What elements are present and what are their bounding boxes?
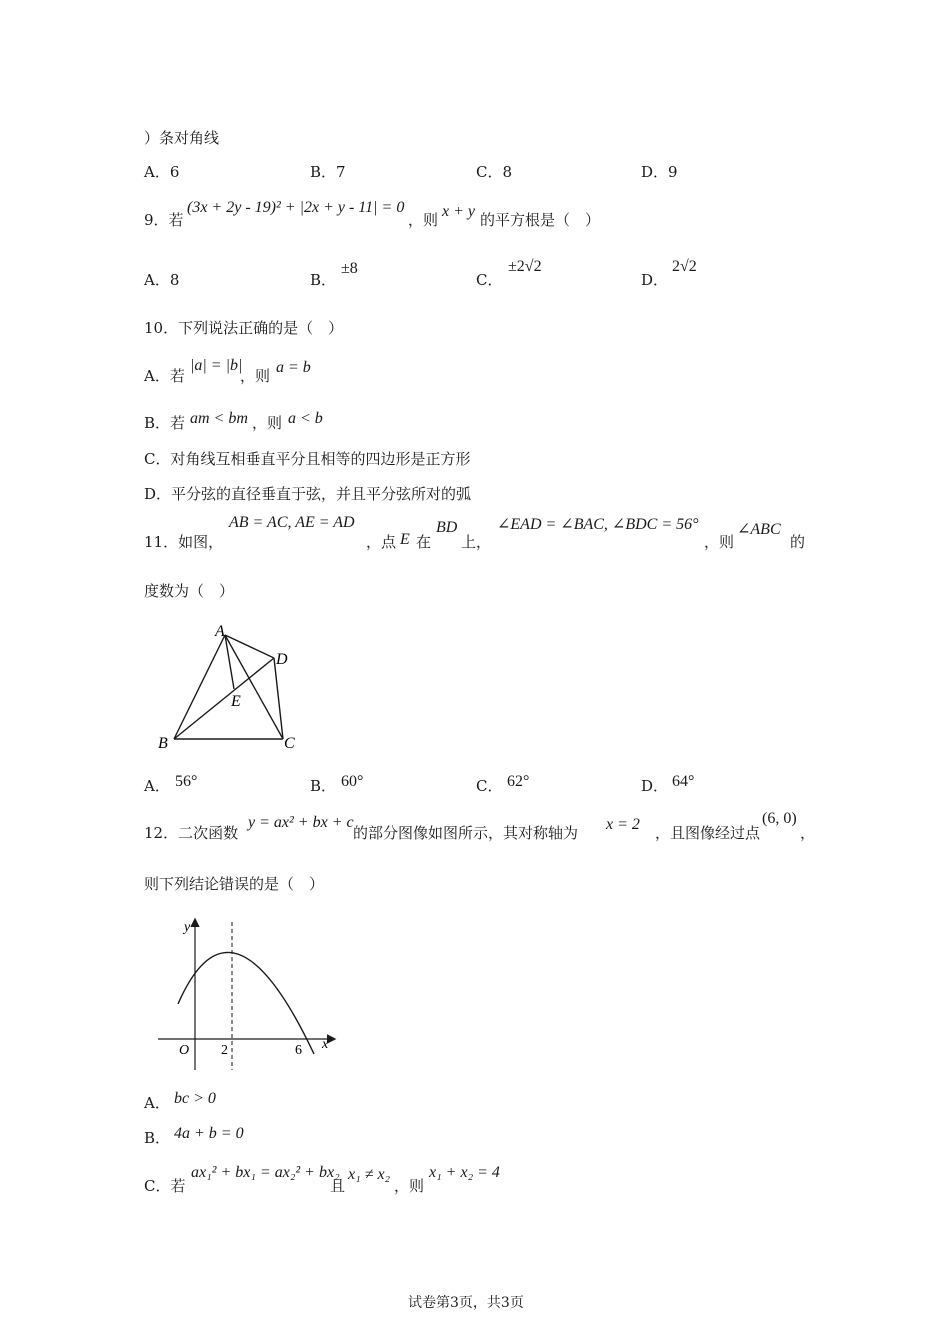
q11-mid-2: 在 [416, 533, 432, 551]
q11-option-a-value: 56° [175, 773, 198, 790]
q12-mid-1: 的部分图像如图所示，其对称轴为 [353, 824, 579, 842]
q12-option-c-label: C．若 [144, 1177, 186, 1195]
q10-stem: 10．下列说法正确的是（ ） [144, 319, 344, 337]
label-b: B [158, 735, 168, 752]
q8-tail: ）条对角线 [144, 129, 220, 147]
page-footer: 试卷第3页，共3页 [408, 1295, 524, 1311]
q9-tail: 的平方根是（ ） [480, 211, 601, 229]
q11-given-1: AB = AC, AE = AD [229, 514, 355, 531]
q12-number: 12．二次函数 [144, 824, 239, 842]
q10-option-a-expr2: a = b [276, 359, 311, 376]
q9-option-b-value: ±8 [341, 260, 358, 277]
q12-option-c-mid: 且 [330, 1177, 346, 1195]
q12-option-b-expr: 4a + b = 0 [174, 1125, 244, 1142]
q9-sum: x + y [442, 203, 475, 220]
x-label: x [322, 1037, 329, 1052]
segment-bd [174, 658, 274, 739]
q8-option-c: C．8 [476, 163, 513, 181]
q12-option-c-mid2: ，则 [394, 1177, 425, 1195]
q11-given-2: ∠EAD = ∠BAC, ∠BDC = 56° [497, 516, 699, 533]
q11-angle: ∠ABC [737, 521, 781, 538]
q11-option-a-label: A． [144, 777, 170, 795]
q8-option-d: D．9 [641, 163, 678, 181]
q11-option-c-value: 62° [507, 773, 530, 790]
q12-graph [150, 910, 350, 1075]
q10-option-b-expr2: a < b [288, 410, 323, 427]
segment-ad [225, 635, 274, 658]
segment-dc [274, 658, 283, 739]
q12-option-a-label: A． [144, 1094, 170, 1112]
q12-axis: x = 2 [606, 816, 640, 833]
q11-mid-1: ，点 [366, 533, 397, 551]
label-d: D [276, 651, 288, 668]
q12-option-c-expr3: x₁ + x₂ = 4 [429, 1164, 500, 1181]
q9-option-c-value: ±2√2 [508, 258, 542, 275]
q12-tail-1: ， [800, 824, 816, 842]
q10-option-c: C．对角线互相垂直平分且相等的四边形是正方形 [144, 450, 471, 468]
q10-option-a-mid: ，则 [240, 367, 271, 385]
q11-mid-3: 上， [461, 533, 492, 551]
q9-mid: ，则 [408, 211, 439, 229]
label-e: E [231, 693, 241, 710]
q9-option-d-label: D． [641, 271, 669, 289]
q11-point-e: E [400, 531, 410, 548]
q12-option-b-label: B． [144, 1129, 171, 1147]
q10-option-a-expr1: |a| = |b| [190, 357, 243, 374]
segment-ab [174, 635, 225, 739]
q11-tail-2: 度数为（ ） [144, 582, 235, 600]
tick-6: 6 [295, 1043, 302, 1058]
q11-option-c-label: C． [476, 777, 503, 795]
q9-equation: (3x + 2y - 19)² + |2x + y - 11| = 0 [187, 199, 405, 216]
q11-segment: BD [436, 519, 458, 536]
q9-option-c-label: C． [476, 271, 503, 289]
q12-tail-2: 则下列结论错误的是（ ） [144, 875, 325, 893]
q11-option-d-label: D． [641, 777, 669, 795]
q12-option-a-expr: bc > 0 [174, 1090, 216, 1107]
q9-option-d-value: 2√2 [672, 258, 697, 275]
q11-number: 11．如图， [144, 533, 224, 551]
q12-option-c-expr1: ax₁² + bx₁ = ax₂² + bx₂ [191, 1164, 340, 1181]
q12-point: (6, 0) [762, 810, 797, 827]
q8-option-a: A．6 [144, 163, 180, 181]
y-label: y [184, 920, 191, 935]
q9-option-b-label: B． [310, 271, 337, 289]
q11-option-b-label: B． [310, 777, 337, 795]
q11-figure [150, 620, 310, 755]
q11-mid-4: ，则 [704, 533, 735, 551]
q12-function: y = ax² + bx + c [248, 814, 354, 831]
origin-label: O [179, 1043, 190, 1058]
q10-option-b-mid: ，则 [252, 414, 283, 432]
q9-number: 9．若 [144, 211, 184, 229]
q11-tail-1: 的 [790, 533, 806, 551]
label-a: A [215, 623, 225, 640]
q10-option-b-label: B．若 [144, 414, 186, 432]
q12-mid-2: ，且图像经过点 [655, 824, 761, 842]
q12-option-c-expr2: x₁ ≠ x₂ [348, 1166, 391, 1183]
label-c: C [284, 735, 295, 752]
q10-option-d: D．平分弦的直径垂直于弦，并且平分弦所对的弧 [144, 485, 472, 503]
q10-option-a-label: A．若 [144, 367, 185, 385]
q8-option-b: B．7 [310, 163, 346, 181]
tick-2: 2 [221, 1043, 228, 1058]
q11-option-b-value: 60° [341, 773, 364, 790]
q9-option-a: A．8 [144, 271, 180, 289]
q11-option-d-value: 64° [672, 773, 695, 790]
q10-option-b-expr1: am < bm [190, 410, 248, 427]
